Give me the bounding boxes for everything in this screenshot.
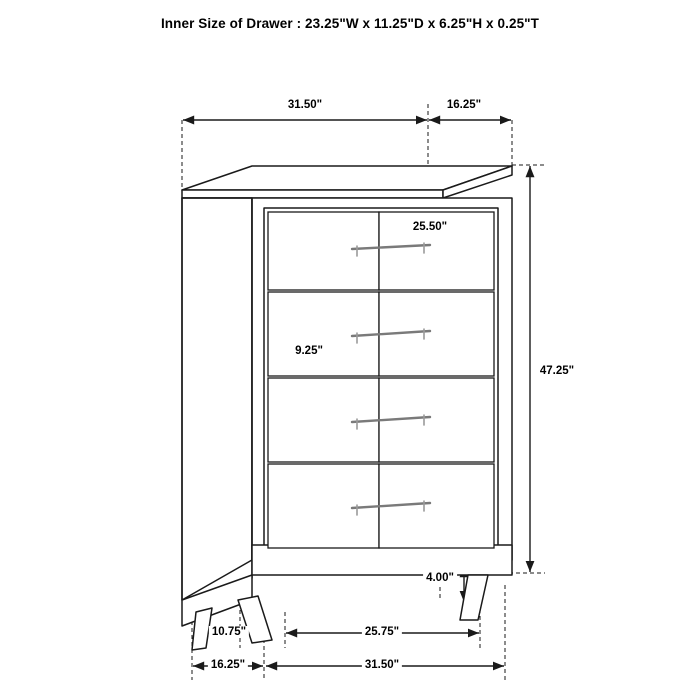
dim-label-drawer-height: 9.25" [292,345,326,357]
dim-label-top-depth-side: 16.25" [444,99,484,111]
drawers [268,212,494,548]
chest-base-rail [252,545,512,575]
dim-label-top-width-front: 31.50" [285,99,325,111]
dim-label-foot-depth: 10.75" [209,626,249,638]
dim-label-base-depth: 16.25" [208,659,248,671]
page-title: Inner Size of Drawer : 23.25"W x 11.25"D x 6.25"H x 0.25"T [160,16,540,31]
dim-label-base-width: 31.50" [362,659,402,671]
dim-label-drawer-width: 25.50" [410,221,450,233]
dim-label-leg-height: 4.00" [423,572,457,584]
drawer-2-left [268,292,379,376]
chest-left-side [182,198,252,600]
dim-label-overall-height: 47.25" [537,365,577,377]
drawer-3-left [268,378,379,462]
dim-label-base-inner-width: 25.75" [362,626,402,638]
drawer-1-left [268,212,379,290]
chest-top-lip [182,190,443,198]
drawer-4-left [268,464,379,548]
